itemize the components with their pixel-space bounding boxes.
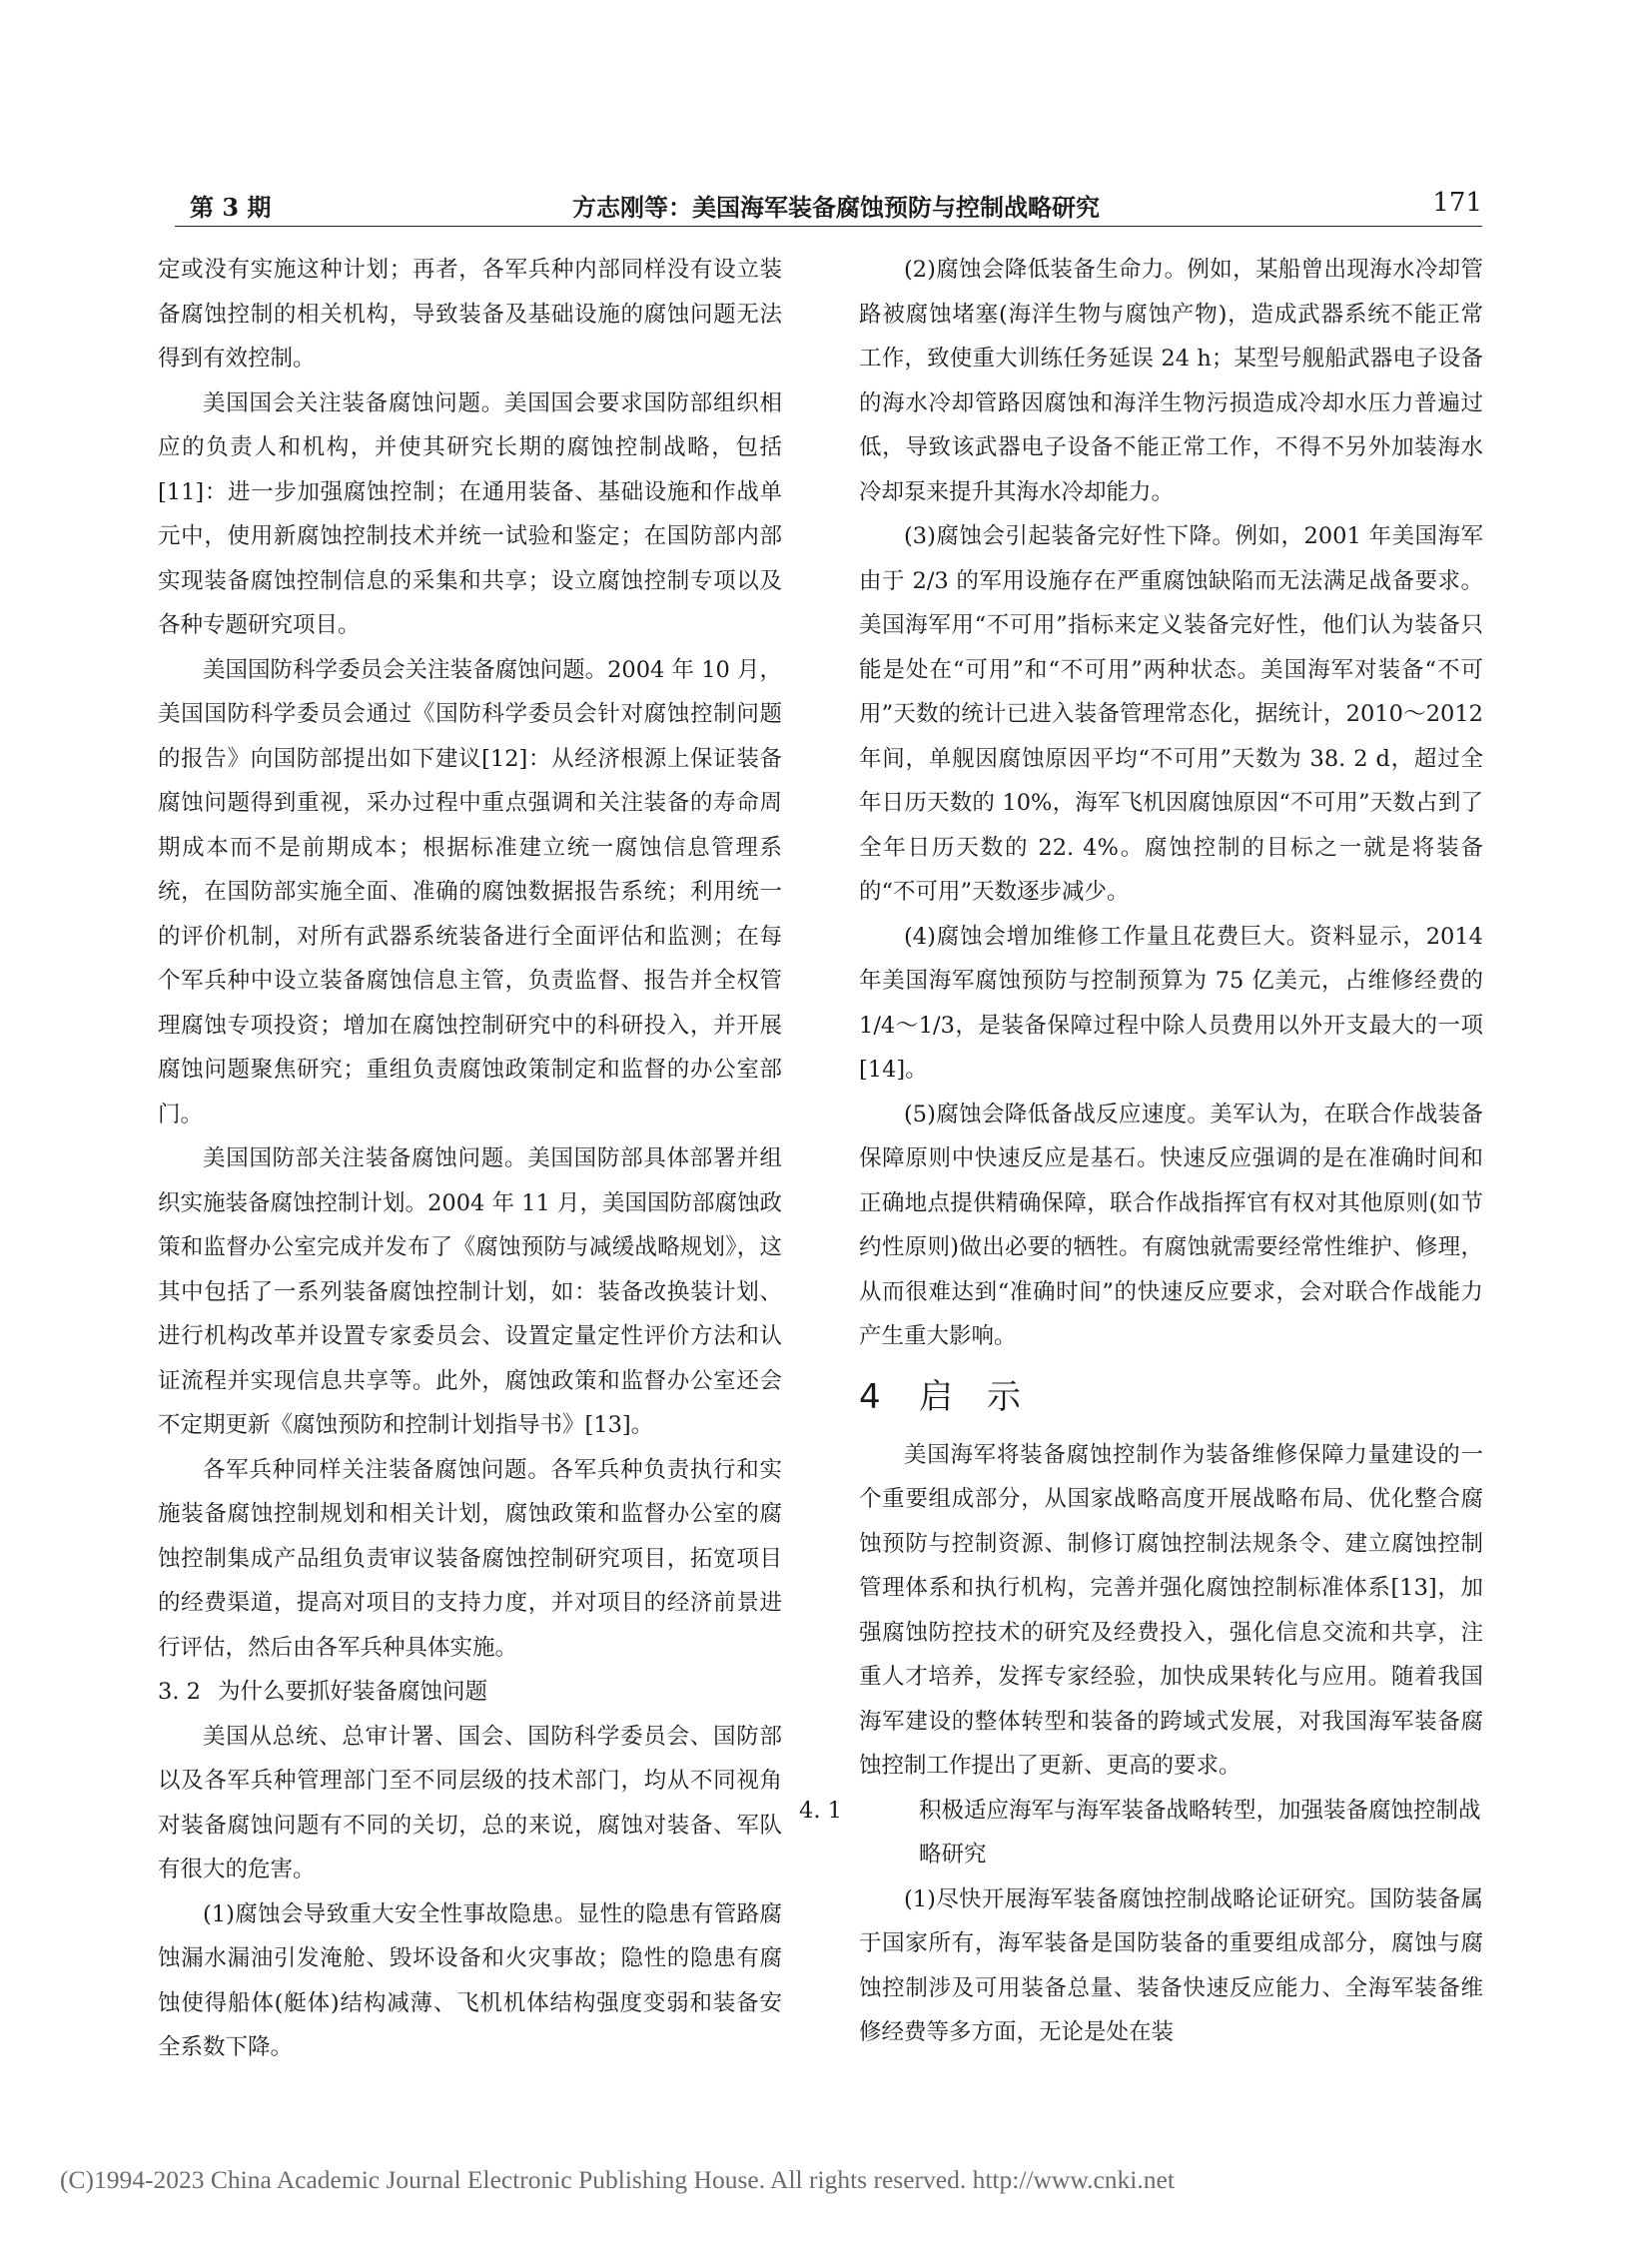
issue-number: 第 3 期 (190, 193, 272, 222)
paragraph: 美国国防部关注装备腐蚀问题。美国国防部具体部署并组织实施装备腐蚀控制计划。2004 年 11 月，美国国防部腐蚀政策和监督办公室完成并发布了《腐蚀预防与减缓战略规划》，这其中包括了一系列装备腐蚀控制计划，如：装备改换装计划、进行机构改革并设置专家委员会、设置定量定性评价方法和认证流程并实现信息共享等。此外，腐蚀政策和监督办公室还会不定期更新《腐蚀预防和控制计划指导书》[13]。 (158, 1145, 782, 1438)
copyright-footer: (C)1994-2023 China Academic Journal Electronic Publishing House. All rights reserved. http://www.cnki.net (60, 2165, 1175, 2194)
section-title: 积极适应海军与海军装备战略转型，加强装备腐蚀控制战略研究 (919, 1797, 1481, 1868)
section-number: 4 (859, 1376, 881, 1417)
paragraph: 定或没有实施这种计划；再者，各军兵种内部同样没有设立装备腐蚀控制的相关机构，导致装备及基础设施的腐蚀问题无法得到有效控制。 (158, 257, 782, 372)
section-heading (859, 1369, 1483, 1425)
paragraph: (2)腐蚀会降低装备生命力。例如，某船曾出现海水冷却管路被腐蚀堵塞(海洋生物与腐蚀产物)，造成武器系统不能正常工作，致使重大训练任务延误 24 h；某型号舰船武器电子设备的海水冷却管路因腐蚀和海洋生物污损造成冷却水压力普遍过低，导致该武器电子设备不能正常工作，不得不另外加装海水冷却泵来提升其海水冷却能力。 (859, 257, 1483, 505)
paragraph: (4)腐蚀会增加维修工作量且花费巨大。资料显示，2014 年美国海军腐蚀预防与控制预算为 75 亿美元，占维修经费的 1/4～1/3，是装备保障过程中除人员费用以外开支最大的一项[14]。 (859, 923, 1483, 1083)
section-number: 4. 1 (799, 1797, 842, 1824)
header-rule (175, 226, 1482, 227)
section-number: 3. 2 (158, 1679, 201, 1705)
paragraph: 美国海军将装备腐蚀控制作为装备维修保障力量建设的一个重要组成部分，从国家战略高度开展战略布局、优化整合腐蚀预防与控制资源、制修订腐蚀控制法规条令、建立腐蚀控制管理体系和执行机构，完善并强化腐蚀控制标准体系[13]，加强腐蚀防控技术的研究及经费投入，强化信息交流和共享，注重人才培养，发挥专家经验，加快成果转化与应用。随着我国海军建设的整体转型和装备的跨域式发展，对我国海军装备腐蚀控制工作提出了更新、更高的要求。 (859, 1441, 1483, 1779)
section-title: 为什么要抓好装备腐蚀问题 (218, 1679, 488, 1705)
paragraph: 美国从总统、总审计署、国会、国防科学委员会、国防部以及各军兵种管理部门至不同层级的技术部门，均从不同视角对装备腐蚀问题有不同的关切，总的来说，腐蚀对装备、军队有很大的危害。 (158, 1723, 782, 1882)
running-header (190, 188, 1482, 228)
left-column (158, 248, 782, 2070)
subsection-heading (158, 1670, 782, 1715)
paragraph: 美国国会关注装备腐蚀问题。美国国会要求国防部组织相应的负责人和机构，并使其研究长期的腐蚀控制战略，包括[11]：进一步加强腐蚀控制；在通用装备、基础设施和作战单元中，使用新腐蚀控制技术并统一试验和鉴定；在国防部内部实现装备腐蚀控制信息的采集和共享；设立腐蚀控制专项以及各种专题研究项目。 (158, 389, 782, 638)
paragraph: (1)尽快开展海军装备腐蚀控制战略论证研究。国防装备属于国家所有，海军装备是国防装备的重要组成部分，腐蚀与腐蚀控制涉及可用装备总量、装备快速反应能力、全海军装备维修经费等多方面，无论是处在装 (859, 1885, 1483, 2045)
subsection-heading (799, 1789, 1483, 1877)
paragraph: 美国国防科学委员会关注装备腐蚀问题。2004 年 10 月，美国国防科学委员会通过《国防科学委员会针对腐蚀控制问题的报告》向国防部提出如下建议[12]：从经济根源上保证装备腐蚀问题得到重视，采办过程中重点强调和关注装备的寿命周期成本而不是前期成本；根据标准建立统一腐蚀信息管理系统，在国防部实施全面、准确的腐蚀数据报告系统；利用统一的评价机制，对所有武器系统装备进行全面评估和监测；在每个军兵种中设立装备腐蚀信息主管，负责监督、报告并全权管理腐蚀专项投资；增加在腐蚀控制研究中的科研投入，并开展腐蚀问题聚焦研究；重组负责腐蚀政策制定和监督的办公室部门。 (158, 656, 782, 1127)
running-title: 方志刚等：美国海军装备腐蚀预防与控制战略研究 (572, 193, 1100, 222)
page-number: 171 (1432, 188, 1482, 218)
paragraph: 各军兵种同样关注装备腐蚀问题。各军兵种负责执行和实施装备腐蚀控制规划和相关计划，腐蚀政策和监督办公室的腐蚀控制集成产品组负责审议装备腐蚀控制研究项目，拓宽项目的经费渠道，提高对项目的支持力度，并对项目的经济前景进行评估，然后由各军兵种具体实施。 (158, 1456, 782, 1661)
right-column (799, 248, 1483, 2055)
paragraph: (5)腐蚀会降低备战反应速度。美军认为，在联合作战装备保障原则中快速反应是基石。快速反应强调的是在准确时间和正确地点提供精确保障，联合作战指挥官有权对其他原则(如节约性原则)做出必要的牺牲。有腐蚀就需要经常性维护、修理，从而很难达到“准确时间”的快速反应要求，会对联合作战能力产生重大影响。 (859, 1101, 1483, 1349)
paragraph: (3)腐蚀会引起装备完好性下降。例如，2001 年美国海军由于 2/3 的军用设施存在严重腐蚀缺陷而无法满足战备要求。美国海军用“不可用”指标来定义装备完好性，他们认为装备只能是处在“可用”和“不可用”两种状态。美国海军对装备“不可用”天数的统计已进入装备管理常态化，据统计，2010～2012 年间，单舰因腐蚀原因平均“不可用”天数为 38. 2 d，超过全年日历天数的 10%，海军飞机因腐蚀原因“不可用”天数占到了全年日历天数的 22. 4%。腐蚀控制的目标之一就是将装备的“不可用”天数逐步减少。 (859, 523, 1483, 905)
paragraph: (1)腐蚀会导致重大安全性事故隐患。显性的隐患有管路腐蚀漏水漏油引发淹舱、毁坏设备和火灾事故；隐性的隐患有腐蚀使得船体(艇体)结构减薄、飞机机体结构强度变弱和装备安全系数下降。 (158, 1900, 782, 2060)
section-title: 启 示 (919, 1376, 1021, 1417)
